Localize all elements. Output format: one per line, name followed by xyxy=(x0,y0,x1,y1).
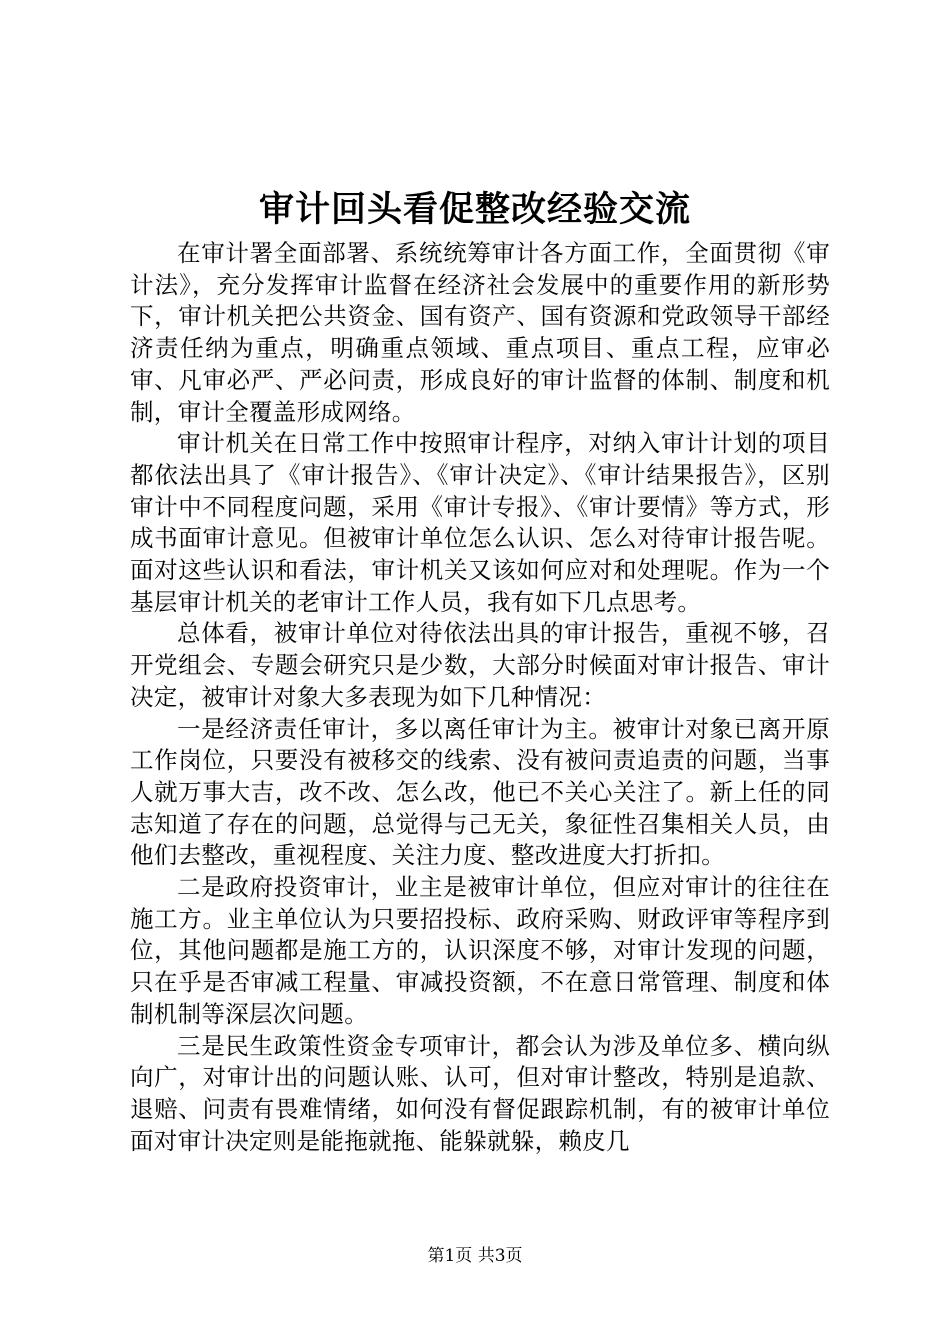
paragraph-1: 在审计署全面部署、系统统筹审计各方面工作，全面贯彻《审计法》，充分发挥审计监督在经济社会发展中的重要作用的新形势下，审计机关把公共资金、国有资产、国有资源和党政领导干部经济责任纳为重点，明确重点领域、重点项目、重点工程，应审必审、凡审必严、严必问责，形成良好的审计监督的体制、制度和机制，审计全覆盖形成网络。 xyxy=(130,239,830,426)
page-number-footer: 第1页 共3页 xyxy=(427,1246,523,1266)
paragraph-5: 二是政府投资审计，业主是被审计单位，但应对审计的往往在施工方。业主单位认为只要招投标、政府采购、财政评审等程序到位，其他问题都是施工方的，认识深度不够，对审计发现的问题，只在乎是否审减工程量、审减投资额，不在意日常管理、制度和体制机制等深层次问题。 xyxy=(130,873,830,1028)
paragraph-2: 审计机关在日常工作中按照审计程序，对纳入审计计划的项目都依法出具了《审计报告》、《审计决定》、《审计结果报告》，区别审计中不同程度问题，采用《审计专报》、《审计要情》等方式，形成书面审计意见。但被审计单位怎么认识、怎么对待审计报告呢。面对这些认识和看法，审计机关又该如何应对和处理呢。作为一个基层审计机关的老审计工作人员，我有如下几点思考。 xyxy=(130,429,830,616)
paragraph-4: 一是经济责任审计，多以离任审计为主。被审计对象已离开原工作岗位，只要没有被移交的线索、没有被问责追责的问题，当事人就万事大吉，改不改、怎么改，他已不关心关注了。新上任的同志知道了存在的问题，总觉得与己无关，象征性召集相关人员，由他们去整改，重视程度、关注力度、整改进度大打折扣。 xyxy=(130,714,830,870)
paragraph-6: 三是民生政策性资金专项审计，都会认为涉及单位多、横向纵向广，对审计出的问题认账、认可，但对审计整改，特别是追款、退赔、问责有畏难情绪，如何没有督促跟踪机制，有的被审计单位面对审计决定则是能拖就拖、能躲就躲，赖皮几 xyxy=(130,1031,830,1155)
document-title: 审计回头看促整改经验交流 xyxy=(258,189,691,230)
document-body xyxy=(130,238,830,1157)
paragraph-3: 总体看，被审计单位对待依法出具的审计报告，重视不够，召开党组会、专题会研究只是少数，大部分时候面对审计报告、审计决定，被审计对象大多表现为如下几种情况： xyxy=(130,619,830,711)
